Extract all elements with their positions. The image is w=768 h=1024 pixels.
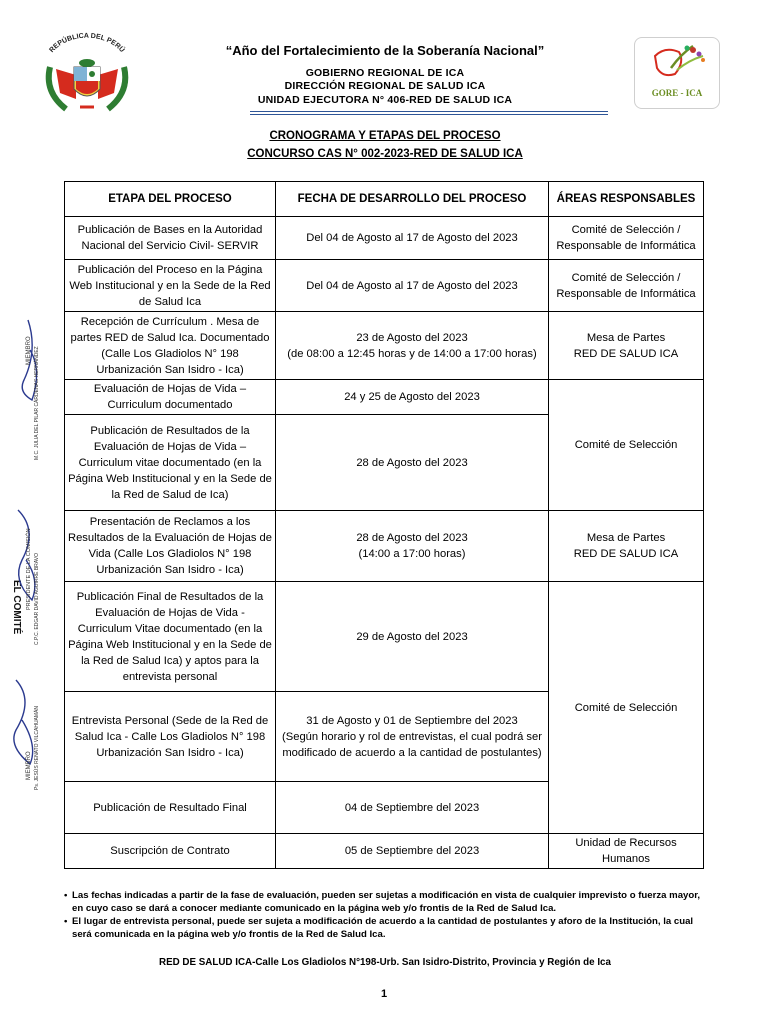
area-cell: Unidad de Recursos Humanos bbox=[549, 834, 704, 869]
header-areas: ÁREAS RESPONSABLES bbox=[549, 182, 704, 217]
area-cell: Comité de Selección / Responsable de Informática bbox=[549, 217, 704, 260]
date-line: 31 de Agosto y 01 de Septiembre del 2023 bbox=[306, 714, 518, 727]
header-direction: DIRECCIÓN REGIONAL DE SALUD ICA bbox=[284, 80, 486, 92]
year-slogan: “Año del Fortalecimiento de la Soberanía Nacional” bbox=[225, 43, 545, 58]
table-row bbox=[65, 511, 704, 582]
note-item bbox=[64, 889, 702, 915]
area-cell bbox=[549, 511, 704, 582]
stage-cell: Publicación de Resultados de la Evaluación de Hojas de Vida – Curriculum vitae documentado (en la Página Web Institucional y en la Sede de la Red de Salud de Ica) bbox=[65, 415, 276, 511]
header-government: GOBIERNO REGIONAL DE ICA bbox=[305, 67, 465, 79]
page-number: 1 bbox=[380, 988, 388, 1000]
peru-logo-text: REPÚBLICA DEL PERÚ bbox=[48, 32, 126, 55]
document-title: CRONOGRAMA Y ETAPAS DEL PROCESO bbox=[269, 130, 501, 142]
note-item bbox=[64, 915, 702, 941]
sig3-name: Ps. JESÚS RENATO VILCAHUAMÁN bbox=[34, 706, 40, 790]
date-cell: 29 de Agosto del 2023 bbox=[276, 582, 549, 692]
date-detail: (Según horario y rol de entrevistas, el cual podrá ser modificado de acuerdo a la cantidad de postulantes) bbox=[282, 730, 542, 759]
date-cell: 04 de Septiembre del 2023 bbox=[276, 782, 549, 834]
peru-coat-of-arms-logo bbox=[36, 27, 138, 119]
date-line: 23 de Agosto del 2023 bbox=[356, 331, 468, 344]
signature-1 bbox=[22, 320, 40, 460]
table-row bbox=[65, 582, 704, 692]
committee-label: EL COMITÉ bbox=[11, 580, 22, 635]
stage-cell: Publicación de Bases en la Autoridad Nacional del Servicio Civil- SERVIR bbox=[65, 217, 276, 260]
header-unit: UNIDAD EJECUTORA N° 406-RED DE SALUD ICA bbox=[257, 94, 513, 106]
stage-cell: Publicación del Proceso en la Página Web Institucional y en la Sede de la Red de Salud Ica bbox=[65, 260, 276, 312]
note-text: El lugar de entrevista personal, puede ser sujeta a modificación de acuerdo a la cantidad de postulantes y aforo de la Institución, la cual será comunicada en la página web y/o frontis de la Red de Salud Ica. bbox=[72, 916, 694, 940]
sig2-role: PRESIDENTE DE LA COMISIÓN bbox=[26, 528, 32, 610]
document-subtitle: CONCURSO CAS N° 002-2023-RED DE SALUD ICA bbox=[247, 148, 523, 160]
sig1-role: MIEMBRO bbox=[26, 336, 32, 365]
date-cell: Del 04 de Agosto al 17 de Agosto del 2023 bbox=[276, 217, 549, 260]
header-rule bbox=[250, 114, 608, 115]
schedule-table bbox=[64, 181, 704, 869]
note-text: Las fechas indicadas a partir de la fase de evaluación, pueden ser sujetas a modificación en vista de cualquier imprevisto o fuerza mayor, en cuyo caso se dará a conocer mediante comunicado en la página web y/o frontis de la Red de Salud Ica. bbox=[72, 890, 701, 914]
date-cell: 05 de Septiembre del 2023 bbox=[276, 834, 549, 869]
gore-ica-logo bbox=[634, 37, 720, 109]
signature-3 bbox=[14, 680, 40, 790]
stage-cell: Publicación de Resultado Final bbox=[65, 782, 276, 834]
svg-text:REPÚBLICA DEL PERÚ bbox=[48, 33, 127, 54]
sig1-name: M.C. JULIA DEL PILAR CÁRDENAS HERNÁNDEZ bbox=[34, 346, 40, 460]
area-cell: Comité de Selección / Responsable de Informática bbox=[549, 260, 704, 312]
bullet-icon: • bbox=[64, 890, 68, 901]
sig2-name: C.P.C. EDGAR DAVID AGUIRRE BRAVO bbox=[34, 553, 40, 645]
date-cell: Del 04 de Agosto al 17 de Agosto del 2023 bbox=[276, 260, 549, 312]
date-detail: (de 08:00 a 12:45 horas y de 14:00 a 17:00 horas) bbox=[287, 347, 537, 360]
header-stage: ETAPA DEL PROCESO bbox=[65, 182, 276, 217]
gore-logo-text: GORE - ICA bbox=[651, 88, 703, 98]
area-line: Mesa de Partes bbox=[586, 331, 666, 344]
table-row bbox=[65, 380, 704, 415]
area-cell: Comité de Selección bbox=[549, 582, 704, 834]
stage-cell: Evaluación de Hojas de Vida – Curriculum documentado bbox=[65, 380, 276, 415]
date-cell: 24 y 25 de Agosto del 2023 bbox=[276, 380, 549, 415]
bullet-icon: • bbox=[64, 916, 68, 927]
area-detail: RED DE SALUD ICA bbox=[573, 548, 679, 560]
page-footer: RED DE SALUD ICA-Calle Los Gladiolos N°198-Urb. San Isidro-Distrito, Provincia y Región de Ica bbox=[159, 957, 611, 968]
date-cell bbox=[276, 511, 549, 582]
area-cell: Comité de Selección bbox=[549, 380, 704, 511]
date-cell bbox=[276, 692, 549, 782]
table-row bbox=[65, 260, 704, 312]
table-header-row bbox=[65, 182, 704, 217]
stage-cell: Entrevista Personal (Sede de la Red de Salud Ica - Calle Los Gladiolos N° 198 Urbanización San Isidro - Ica) bbox=[65, 692, 276, 782]
area-detail: RED DE SALUD ICA bbox=[573, 347, 679, 360]
table-row bbox=[65, 217, 704, 260]
date-detail: (14:00 a 17:00 horas) bbox=[358, 548, 466, 560]
area-line: Mesa de Partes bbox=[586, 532, 666, 544]
margin-signatures bbox=[0, 280, 60, 820]
stage-cell: Suscripción de Contrato bbox=[65, 834, 276, 869]
date-line: 28 de Agosto del 2023 bbox=[356, 532, 468, 544]
header-date: FECHA DE DESARROLLO DEL PROCESO bbox=[276, 182, 549, 217]
table-row bbox=[65, 312, 704, 380]
date-cell bbox=[276, 312, 549, 380]
area-cell bbox=[549, 312, 704, 380]
header-rule bbox=[250, 111, 608, 112]
table-row bbox=[65, 834, 704, 869]
stage-cell: Presentación de Reclamos a los Resultados de la Evaluación de Hojas de Vida (Calle Los Gladiolos N° 198 Urbanización San Isidro - Ica) bbox=[65, 511, 276, 582]
sig3-role: MIEMBRO bbox=[26, 751, 32, 780]
stage-cell: Publicación Final de Resultados de la Evaluación de Hojas de Vida - Curriculum Vitae documentado (en la Página Web Institucional y en la Sede de la Red de Salud Ica) y aptos para la entrevista personal bbox=[65, 582, 276, 692]
date-cell: 28 de Agosto del 2023 bbox=[276, 415, 549, 511]
stage-cell: Recepción de Currículum . Mesa de partes RED de Salud Ica. Documentado (Calle Los Gladiolos N° 198 Urbanización San Isidro - Ica) bbox=[65, 312, 276, 380]
